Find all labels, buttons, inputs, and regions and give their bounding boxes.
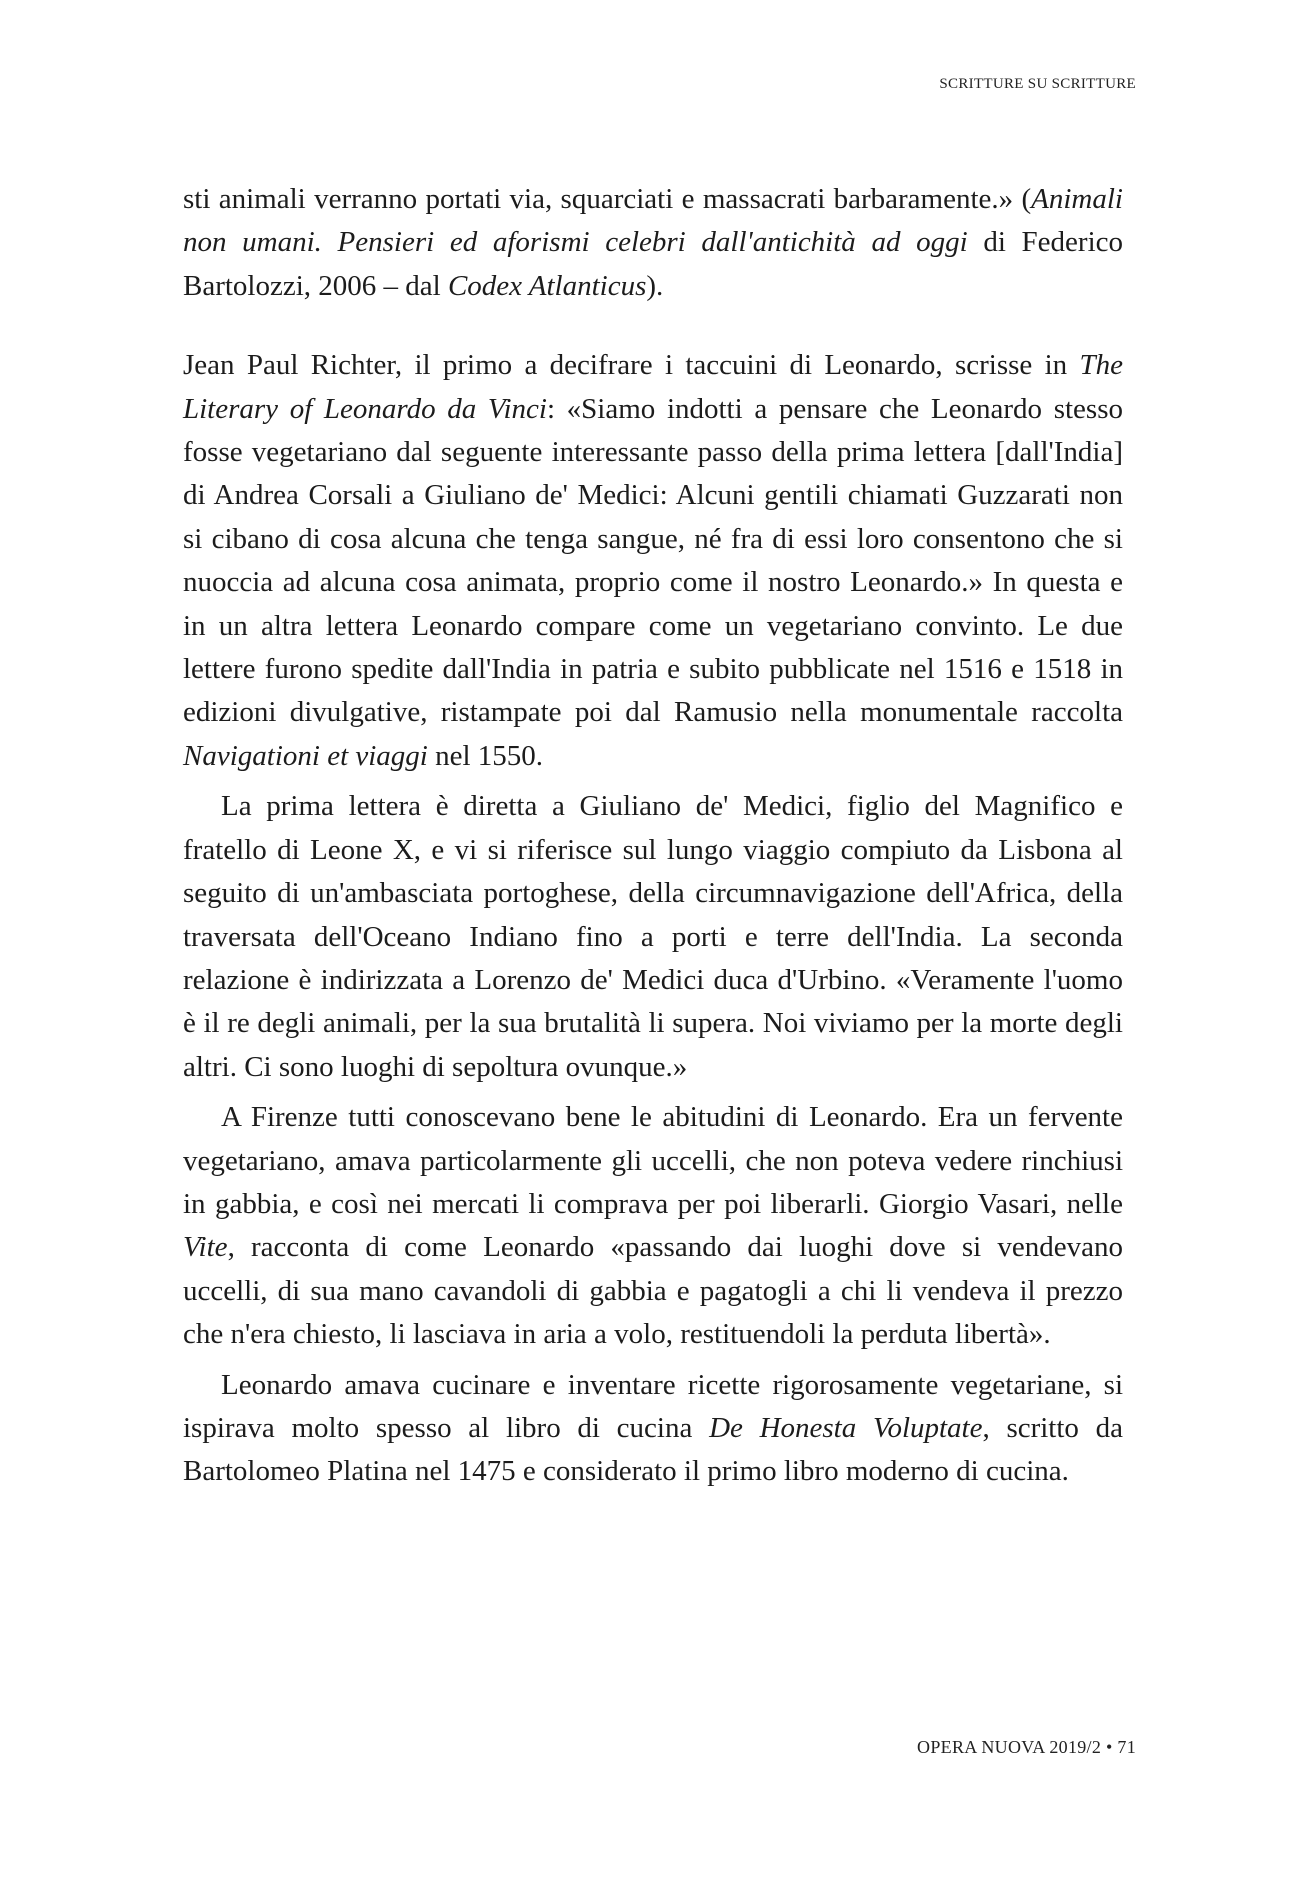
text-segment: Leonardo amava cucinare e inventare ricette rigorosamente vegetariane, si ispirava molto spesso al libro di cucina [183, 1368, 1123, 1444]
text-segment: , scritto da Bartolomeo Platina nel 1475 e considerato il primo libro moderno di cucina. [183, 1411, 1123, 1488]
text-segment: ). [646, 269, 664, 302]
paragraph [183, 1364, 1123, 1494]
page-footer [917, 1737, 1136, 1758]
text-segment: A Firenze tutti conoscevano bene le abitudini di Leonardo. Era un fervente vegetariano, amava particolarmente gli uccelli, che non poteva vedere rinchiusi in gabbia, e così nei mercati li comprava per poi liberarli. Giorgio Vasari, nelle [183, 1101, 1123, 1220]
text-segment: La prima lettera è diretta a Giuliano de' Medici, figlio del Magnifico e fratello di Leone X, e vi si riferisce sul lungo viaggio compiuto da Lisbona al seguito di un'ambasciata portoghese, della circumnavigazione dell'Africa, della traversata dell'Oceano Indiano fino a porti e terre dell'India. La seconda relazione è indirizzata a Lorenzo de' Medici duca d'Urbino. «Veramente l'uomo è il re degli animali, per la sua brutalità li supera. Noi viviamo per la morte degli altri. Ci sono luoghi di sepoltura ovunque.» [183, 790, 1123, 1083]
italic-title: De Honesta Voluptate [709, 1411, 983, 1444]
paragraph [183, 1096, 1123, 1356]
footer-separator: • [1105, 1737, 1113, 1757]
italic-title: The Literary of Leonardo da Vinci [183, 349, 1123, 425]
text-segment: nel 1550. [427, 739, 544, 772]
text-segment: : «Siamo indotti a pensare che Leonardo stesso fosse vegetariano dal seguente interessante passo della prima lettera [dall'India] di Andrea Corsali a Giuliano de' Medici: Alcuni gentili chiamati Guzzarati non si cibano di cosa alcuna che tenga sangue, né fra di essi loro consentono che si nuoccia ad alcuna cosa animata, proprio come il nostro Leonardo.» In questa e in un altra lettera Leonardo compare come un vegetariano convinto. Le due lettere furono spedite dall'India in patria e subito pubblicate nel 1516 e 1518 in edizioni divulgative, ristampate poi dal Ramusio nella monumentale raccolta [183, 392, 1123, 729]
paragraph [183, 178, 1123, 308]
italic-title: Vite [183, 1231, 228, 1264]
text-segment: di Federico Bartolozzi, 2006 – dal [183, 226, 1123, 302]
italic-title: Navigationi et viaggi [183, 739, 428, 772]
text-segment: Jean Paul Richter, il primo a decifrare i taccuini di Leonardo, scrisse in [183, 349, 1080, 382]
text-segment: , racconta di come Leonardo «passando dai luoghi dove si vendevano uccelli, di sua mano cavandoli di gabbia e pagatogli a chi li vendeva il prezzo che n'era chiesto, li lasciava in aria a volo, restituendoli la perduta libertà». [183, 1231, 1123, 1351]
text-segment: sti animali verranno portati via, squarciati e massacrati barbaramente.» ( [183, 183, 1032, 215]
paragraph [183, 785, 1123, 1089]
body-text [183, 178, 1123, 1494]
page-number: 71 [1117, 1737, 1136, 1757]
journal-name: OPERA NUOVA 2019/2 [917, 1737, 1102, 1757]
paragraph [183, 344, 1123, 778]
italic-title: Animali non umani. Pensieri ed aforismi celebri dall'antichità ad oggi [183, 183, 1123, 259]
italic-title: Codex Atlanticus [447, 269, 647, 302]
running-head: SCRITTURE SU SCRITTURE [939, 76, 1136, 92]
